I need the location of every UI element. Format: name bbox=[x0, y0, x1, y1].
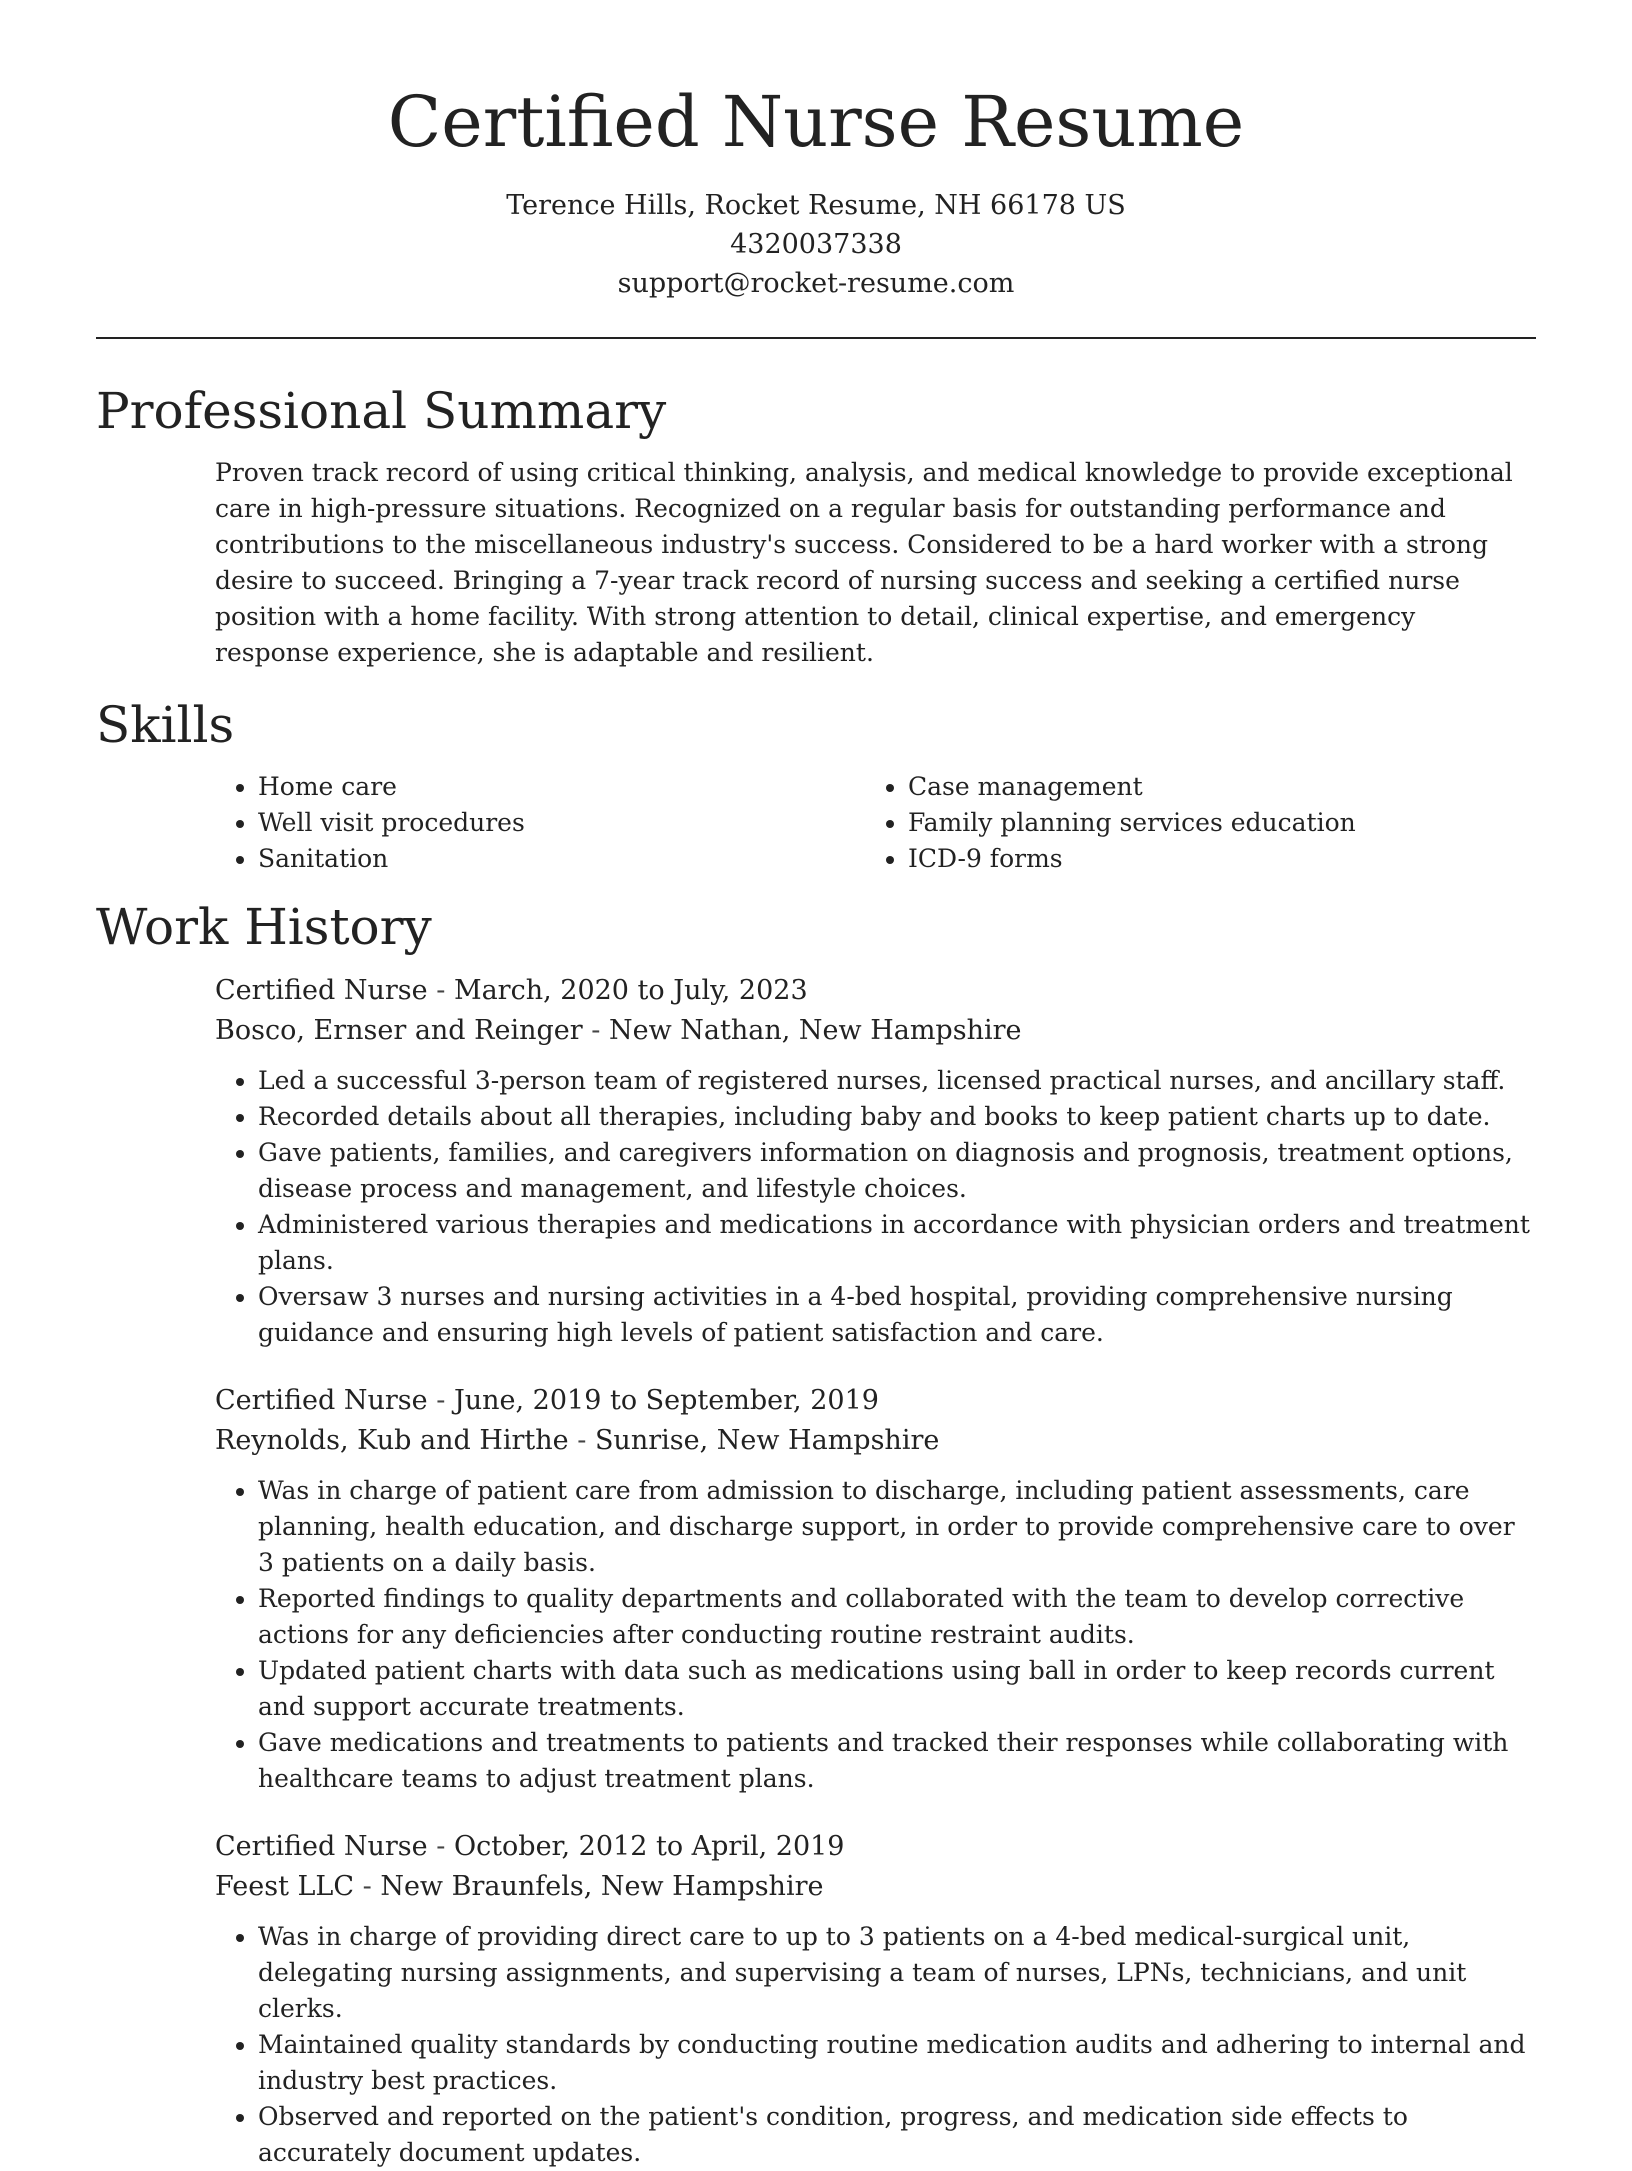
job-bullet: • Gave medications and treatments to patients and tracked their responses while collaborating with healthcare teams to adjust treatment plans. bbox=[258, 1725, 1536, 1797]
job-bullet: • Was in charge of patient care from admission to discharge, including patient assessments, care planning, health education, and discharge support, in order to provide comprehensive care to over 3 patients on a daily basis. bbox=[258, 1473, 1536, 1581]
skill-item: • Sanitation bbox=[258, 841, 865, 877]
job-bullets bbox=[215, 1063, 1536, 1351]
job-title-line bbox=[215, 1827, 1536, 1867]
job-title: Certified Nurse bbox=[215, 1385, 428, 1416]
job-bullet: • Oversaw 3 nurses and nursing activities in a 4-bed hospital, providing comprehensive nursing guidance and ensuring high levels of patient satisfaction and care. bbox=[258, 1279, 1536, 1351]
job-bullet: • Recorded details about all therapies, including baby and books to keep patient charts up to date. bbox=[258, 1099, 1536, 1135]
skills-column-left bbox=[215, 769, 865, 877]
job-location: Sunrise, New Hampshire bbox=[594, 1425, 940, 1456]
skill-item: • Well visit procedures bbox=[258, 805, 865, 841]
job-bullet: • Maintained quality standards by conducting routine medication audits and adhering to internal and industry best practices. bbox=[258, 2027, 1536, 2099]
job-dates: June, 2019 to September, 2019 bbox=[453, 1385, 879, 1416]
contact-email: support@rocket-resume.com bbox=[617, 268, 1015, 299]
skill-item: • Home care bbox=[258, 769, 865, 805]
skill-item: • Case management bbox=[908, 769, 1515, 805]
job-company: Reynolds, Kub and Hirthe bbox=[215, 1425, 569, 1456]
job-title: Certified Nurse bbox=[215, 1831, 428, 1862]
job-bullet: • Led a successful 3-person team of registered nurses, licensed practical nurses, and ancillary staff. bbox=[258, 1063, 1536, 1099]
job-bullets bbox=[215, 1919, 1536, 2171]
job-company-line bbox=[215, 1421, 1536, 1461]
job-location: New Nathan, New Hampshire bbox=[608, 1015, 1022, 1046]
skills-list bbox=[215, 769, 1536, 877]
header-divider bbox=[96, 337, 1536, 339]
job-bullet: • Observed and reported on the patient's condition, progress, and medication side effects to accurately document updates. bbox=[258, 2099, 1536, 2171]
job-bullets bbox=[215, 1473, 1536, 1797]
separator: - bbox=[427, 1831, 454, 1862]
job-company-line bbox=[215, 1011, 1536, 1051]
job-dates: March, 2020 to July, 2023 bbox=[453, 975, 808, 1006]
skills-heading: Skills bbox=[96, 696, 235, 754]
skill-item: • ICD-9 forms bbox=[908, 841, 1515, 877]
summary-text: Proven track record of using critical thinking, analysis, and medical knowledge to provide exceptional care in high-pressure situations. Recognized on a regular basis for outstanding performance and contributions to the miscellaneous industry's success. Considered to be a hard worker with a strong desire to succeed. Bringing a 7-year track record of nursing success and seeking a certified nurse position with a home facility. With strong attention to detail, clinical expertise, and emergency response experience, she is adaptable and resilient. bbox=[215, 458, 1513, 667]
job-entry bbox=[215, 1827, 1536, 2171]
job-bullet: • Gave patients, families, and caregivers information on diagnosis and prognosis, treatment options, disease process and management, and lifestyle choices. bbox=[258, 1135, 1536, 1207]
contact-address: Terence Hills, Rocket Resume, NH 66178 US bbox=[506, 190, 1126, 221]
job-company-line bbox=[215, 1867, 1536, 1907]
job-entry bbox=[215, 1381, 1536, 1797]
skill-item: • Family planning services education bbox=[908, 805, 1515, 841]
job-dates: October, 2012 to April, 2019 bbox=[453, 1831, 845, 1862]
job-company: Bosco, Ernser and Reinger bbox=[215, 1015, 583, 1046]
job-location: New Braunfels, New Hampshire bbox=[380, 1871, 824, 1902]
job-bullet: • Administered various therapies and medications in accordance with physician orders and treatment plans. bbox=[258, 1207, 1536, 1279]
job-company: Feest LLC bbox=[215, 1871, 355, 1902]
separator: - bbox=[427, 1385, 454, 1416]
job-bullet: • Updated patient charts with data such as medications using ball in order to keep records current and support accurate treatments. bbox=[258, 1653, 1536, 1725]
skills-column-right bbox=[865, 769, 1515, 877]
work-history-heading: Work History bbox=[96, 898, 432, 956]
separator: - bbox=[568, 1425, 595, 1456]
job-title: Certified Nurse bbox=[215, 975, 428, 1006]
separator: - bbox=[582, 1015, 609, 1046]
contact-phone: 4320037338 bbox=[730, 229, 902, 260]
resume-title: Certified Nurse Resume bbox=[387, 81, 1245, 163]
separator: - bbox=[354, 1871, 381, 1902]
job-entry bbox=[215, 971, 1536, 1351]
job-title-line bbox=[215, 1381, 1536, 1421]
separator: - bbox=[427, 975, 454, 1006]
job-bullet: • Was in charge of providing direct care to up to 3 patients on a 4-bed medical-surgical unit, delegating nursing assignments, and supervising a team of nurses, LPNs, technicians, and unit clerks. bbox=[258, 1919, 1536, 2027]
summary-heading: Professional Summary bbox=[96, 382, 667, 440]
job-title-line bbox=[215, 971, 1536, 1011]
job-bullet: • Reported findings to quality departments and collaborated with the team to develop corrective actions for any deficiencies after conducting routine restraint audits. bbox=[258, 1581, 1536, 1653]
